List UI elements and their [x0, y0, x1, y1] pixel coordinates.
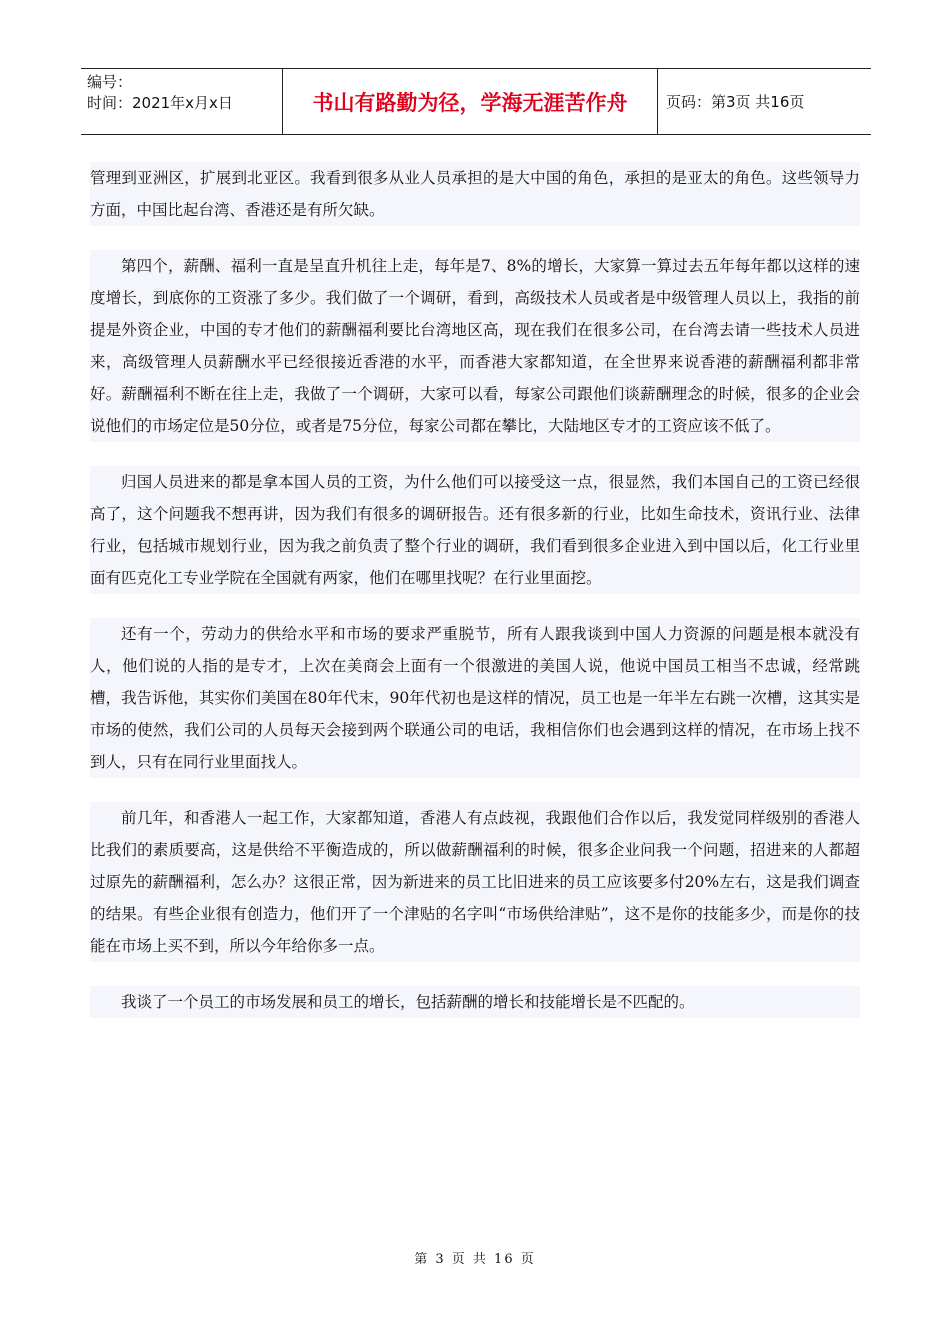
header-slogan: 书山有路勤为径，学海无涯苦作舟 [282, 69, 658, 134]
paragraph-1: 管理到亚洲区，扩展到北亚区。我看到很多从业人员承担的是大中国的角色，承担的是亚太的角色。这些领导力方面，中国比起台湾、香港还是有所欠缺。 [90, 162, 860, 226]
time-label: 时间：2021年x月x日 [87, 94, 233, 112]
number-label: 编号： [87, 73, 133, 91]
paragraph-2: 第四个，薪酬、福利一直是呈直升机往上走，每年是7、8%的增长，大家算一算过去五年每年都以这样的速度增长，到底你的工资涨了多少。我们做了一个调研，看到，高级技术人员或者是中级管理人员以上，我指的前提是外资企业，中国的专才他们的薪酬福利要比台湾地区高，现在我们在很多公司，在台湾去请一些技术人员进来，高级管理人员薪酬水平已经很接近香港的水平，而香港大家都知道，在全世界来说香港的薪酬福利都非常好。薪酬福利不断在往上走，我做了一个调研，大家可以看，每家公司跟他们谈薪酬理念的时候，很多的企业会说他们的市场定位是50分位，或者是75分位，每家公司都在攀比，大陆地区专才的工资应该不低了。 [90, 250, 860, 442]
page-footer: 第 3 页 共 16 页 [414, 1252, 536, 1267]
header-page-info: 页码：第3页 共16页 [666, 93, 805, 111]
header-left-cell [81, 69, 282, 134]
paragraph-6: 我谈了一个员工的市场发展和员工的增长，包括薪酬的增长和技能增长是不匹配的。 [90, 986, 860, 1018]
paragraph-5: 前几年，和香港人一起工作，大家都知道，香港人有点歧视，我跟他们合作以后，我发觉同样级别的香港人比我们的素质要高，这是供给不平衡造成的，所以做薪酬福利的时候，很多企业问我一个问题，招进来的人都超过原先的薪酬福利，怎么办？这很正常，因为新进来的员工比旧进来的员工应该要多付20%左右，这是我们调查的结果。有些企业很有创造力，他们开了一个津贴的名字叫“市场供给津贴”，这不是你的技能多少，而是你的技能在市场上买不到，所以今年给你多一点。 [90, 802, 860, 962]
page-header [81, 68, 871, 135]
document-body [90, 162, 860, 1042]
paragraph-4: 还有一个，劳动力的供给水平和市场的要求严重脱节，所有人跟我谈到中国人力资源的问题是根本就没有人，他们说的人指的是专才，上次在美商会上面有一个很激进的美国人说，他说中国员工相当不忠诚，经常跳槽，我告诉他，其实你们美国在80年代末，90年代初也是这样的情况，员工也是一年半左右跳一次槽，这其实是市场的使然，我们公司的人员每天会接到两个联通公司的电话，我相信你们也会遇到这样的情况，在市场上找不到人，只有在同行业里面找人。 [90, 618, 860, 778]
paragraph-3: 归国人员进来的都是拿本国人员的工资，为什么他们可以接受这一点，很显然，我们本国自己的工资已经很高了，这个问题我不想再讲，因为我们有很多的调研报告。还有很多新的行业，比如生命技术，资讯行业、法律行业，包括城市规划行业，因为我之前负责了整个行业的调研，我们看到很多企业进入到中国以后，化工行业里面有匹克化工专业学院在全国就有两家，他们在哪里找呢？在行业里面挖。 [90, 466, 860, 594]
